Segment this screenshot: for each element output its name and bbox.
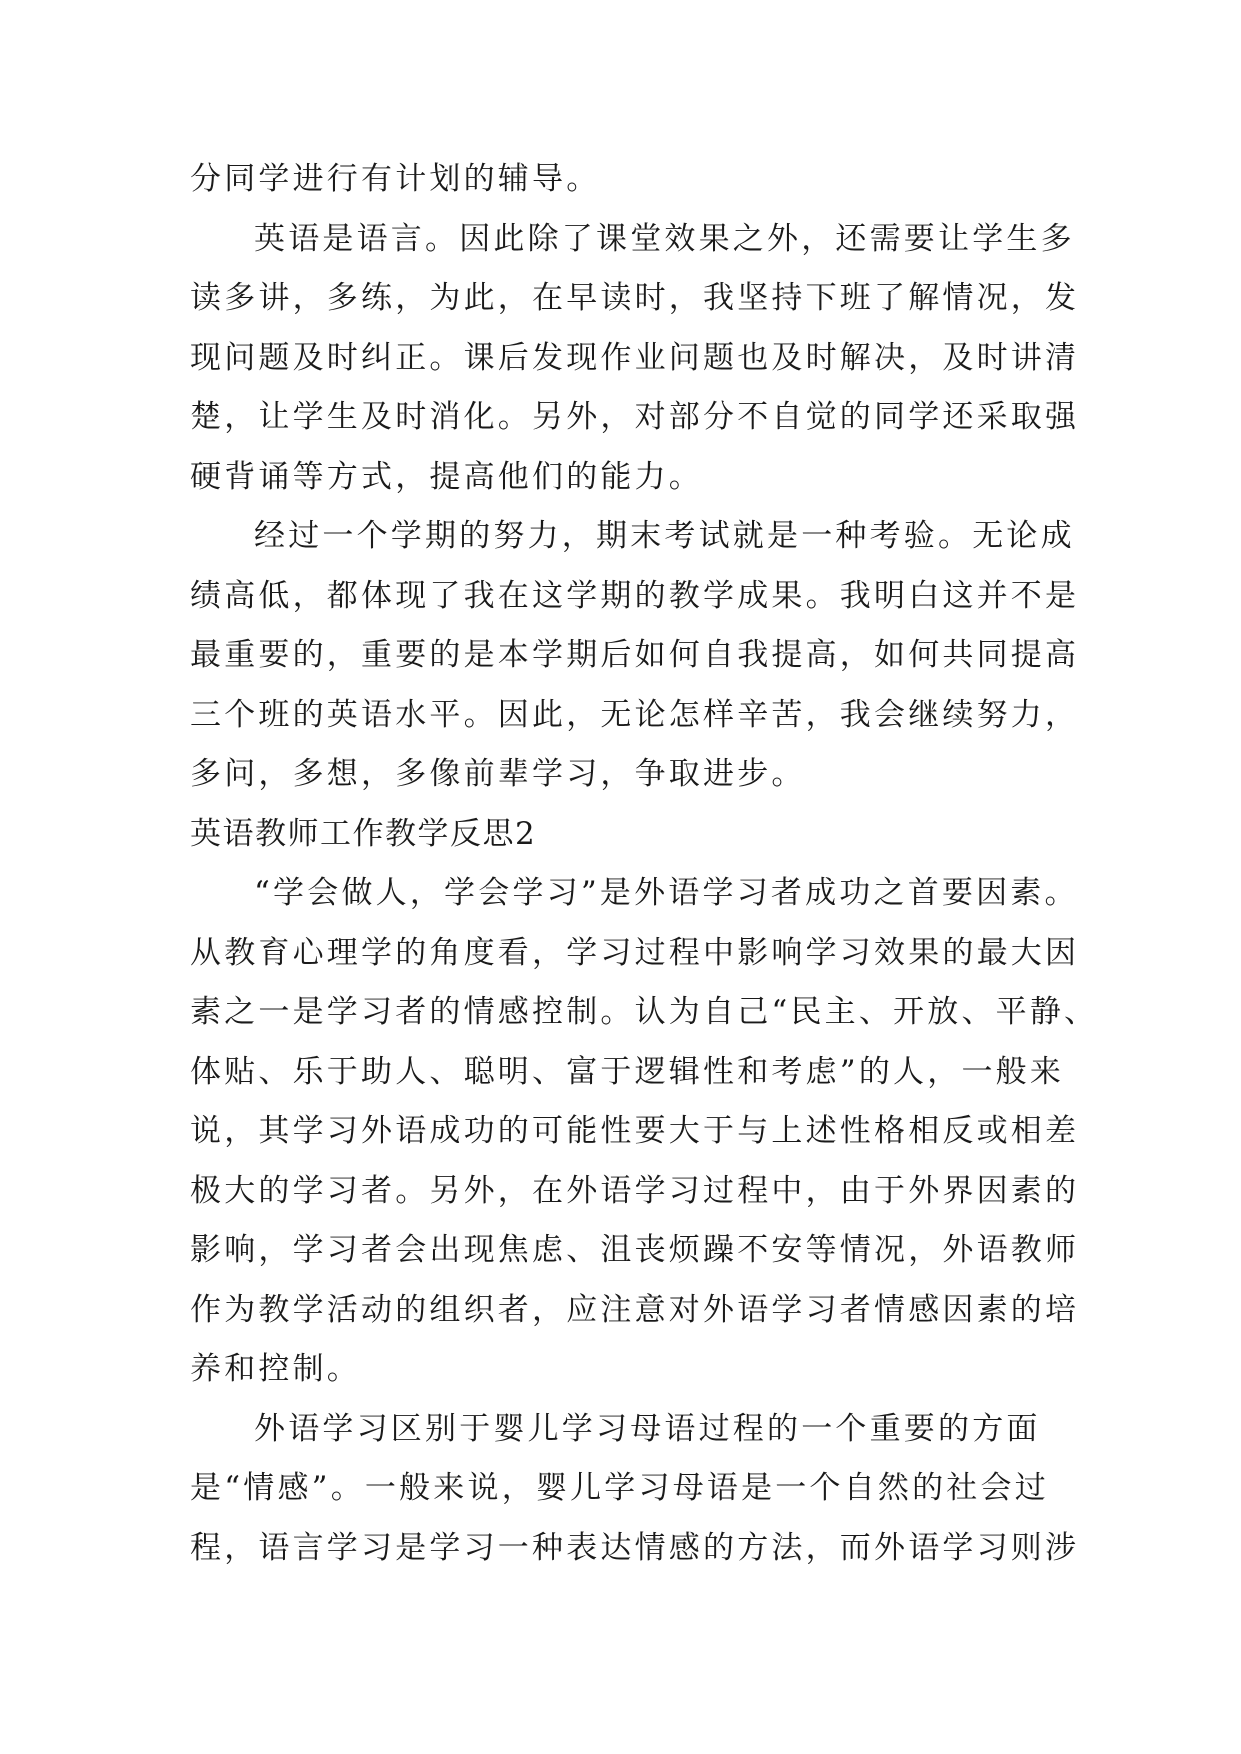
text-line: 养和控制。 (190, 1351, 361, 1387)
text-line: 素之一是学习者的情感控制。认为自己“民主、开放、平静、 (190, 994, 1099, 1030)
text-line: 从教育心理学的角度看，学习过程中影响学习效果的最大因 (190, 934, 1080, 971)
paragraph-first-line: 外语学习区别于婴儿学习母语过程的一个重要的方面 (254, 1410, 1041, 1447)
text-line: 绩高低，都体现了我在这学期的教学成果。我明白这并不是 (190, 577, 1080, 614)
text-line: 程，语言学习是学习一种表达情感的方法，而外语学习则涉 (190, 1529, 1080, 1566)
text-line: 楚，让学生及时消化。另外，对部分不自觉的同学还采取强 (190, 399, 1080, 435)
text-line: 体贴、乐于助人、聪明、富于逻辑性和考虑”的人，一般来 (190, 1053, 1065, 1090)
text-line: 说，其学习外语成功的可能性要大于与上述性格相反或相差 (190, 1113, 1080, 1149)
paragraph-first-line: 英语是语言。因此除了课堂效果之外，还需要让学生多 (254, 220, 1075, 257)
text-line: 三个班的英语水平。因此，无论怎样辛苦，我会继续努力， (190, 696, 1080, 733)
text-line: 作为教学活动的组织者，应注意对外语学习者情感因素的培 (190, 1291, 1080, 1328)
document-body (190, 150, 1099, 1578)
text-line: 现问题及时纠正。课后发现作业问题也及时解决，及时讲清 (190, 339, 1080, 376)
text-line: 多问，多想，多像前辈学习，争取进步。 (190, 756, 806, 792)
text-line: 硬背诵等方式，提高他们的能力。 (190, 458, 703, 495)
text-line: 影响，学习者会出现焦虑、沮丧烦躁不安等情况，外语教师 (190, 1232, 1080, 1268)
text-line: 是“情感”。一般来说，婴儿学习母语是一个自然的社会过 (190, 1470, 1049, 1506)
paragraph-first-line: “学会做人，学会学习”是外语学习者成功之首要因素。 (254, 875, 1079, 911)
text-line: 读多讲，多练，为此，在早读时，我坚持下班了解情况，发 (190, 280, 1080, 316)
text-line: 最重要的，重要的是本学期后如何自我提高，如何共同提高 (190, 637, 1080, 673)
paragraph-first-line: 经过一个学期的努力，期末考试就是一种考验。无论成 (254, 518, 1075, 554)
text-line: 分同学进行有计划的辅导。 (190, 161, 601, 197)
section-heading: 英语教师工作教学反思2 (190, 815, 537, 852)
text-line: 极大的学习者。另外，在外语学习过程中，由于外界因素的 (190, 1172, 1080, 1209)
